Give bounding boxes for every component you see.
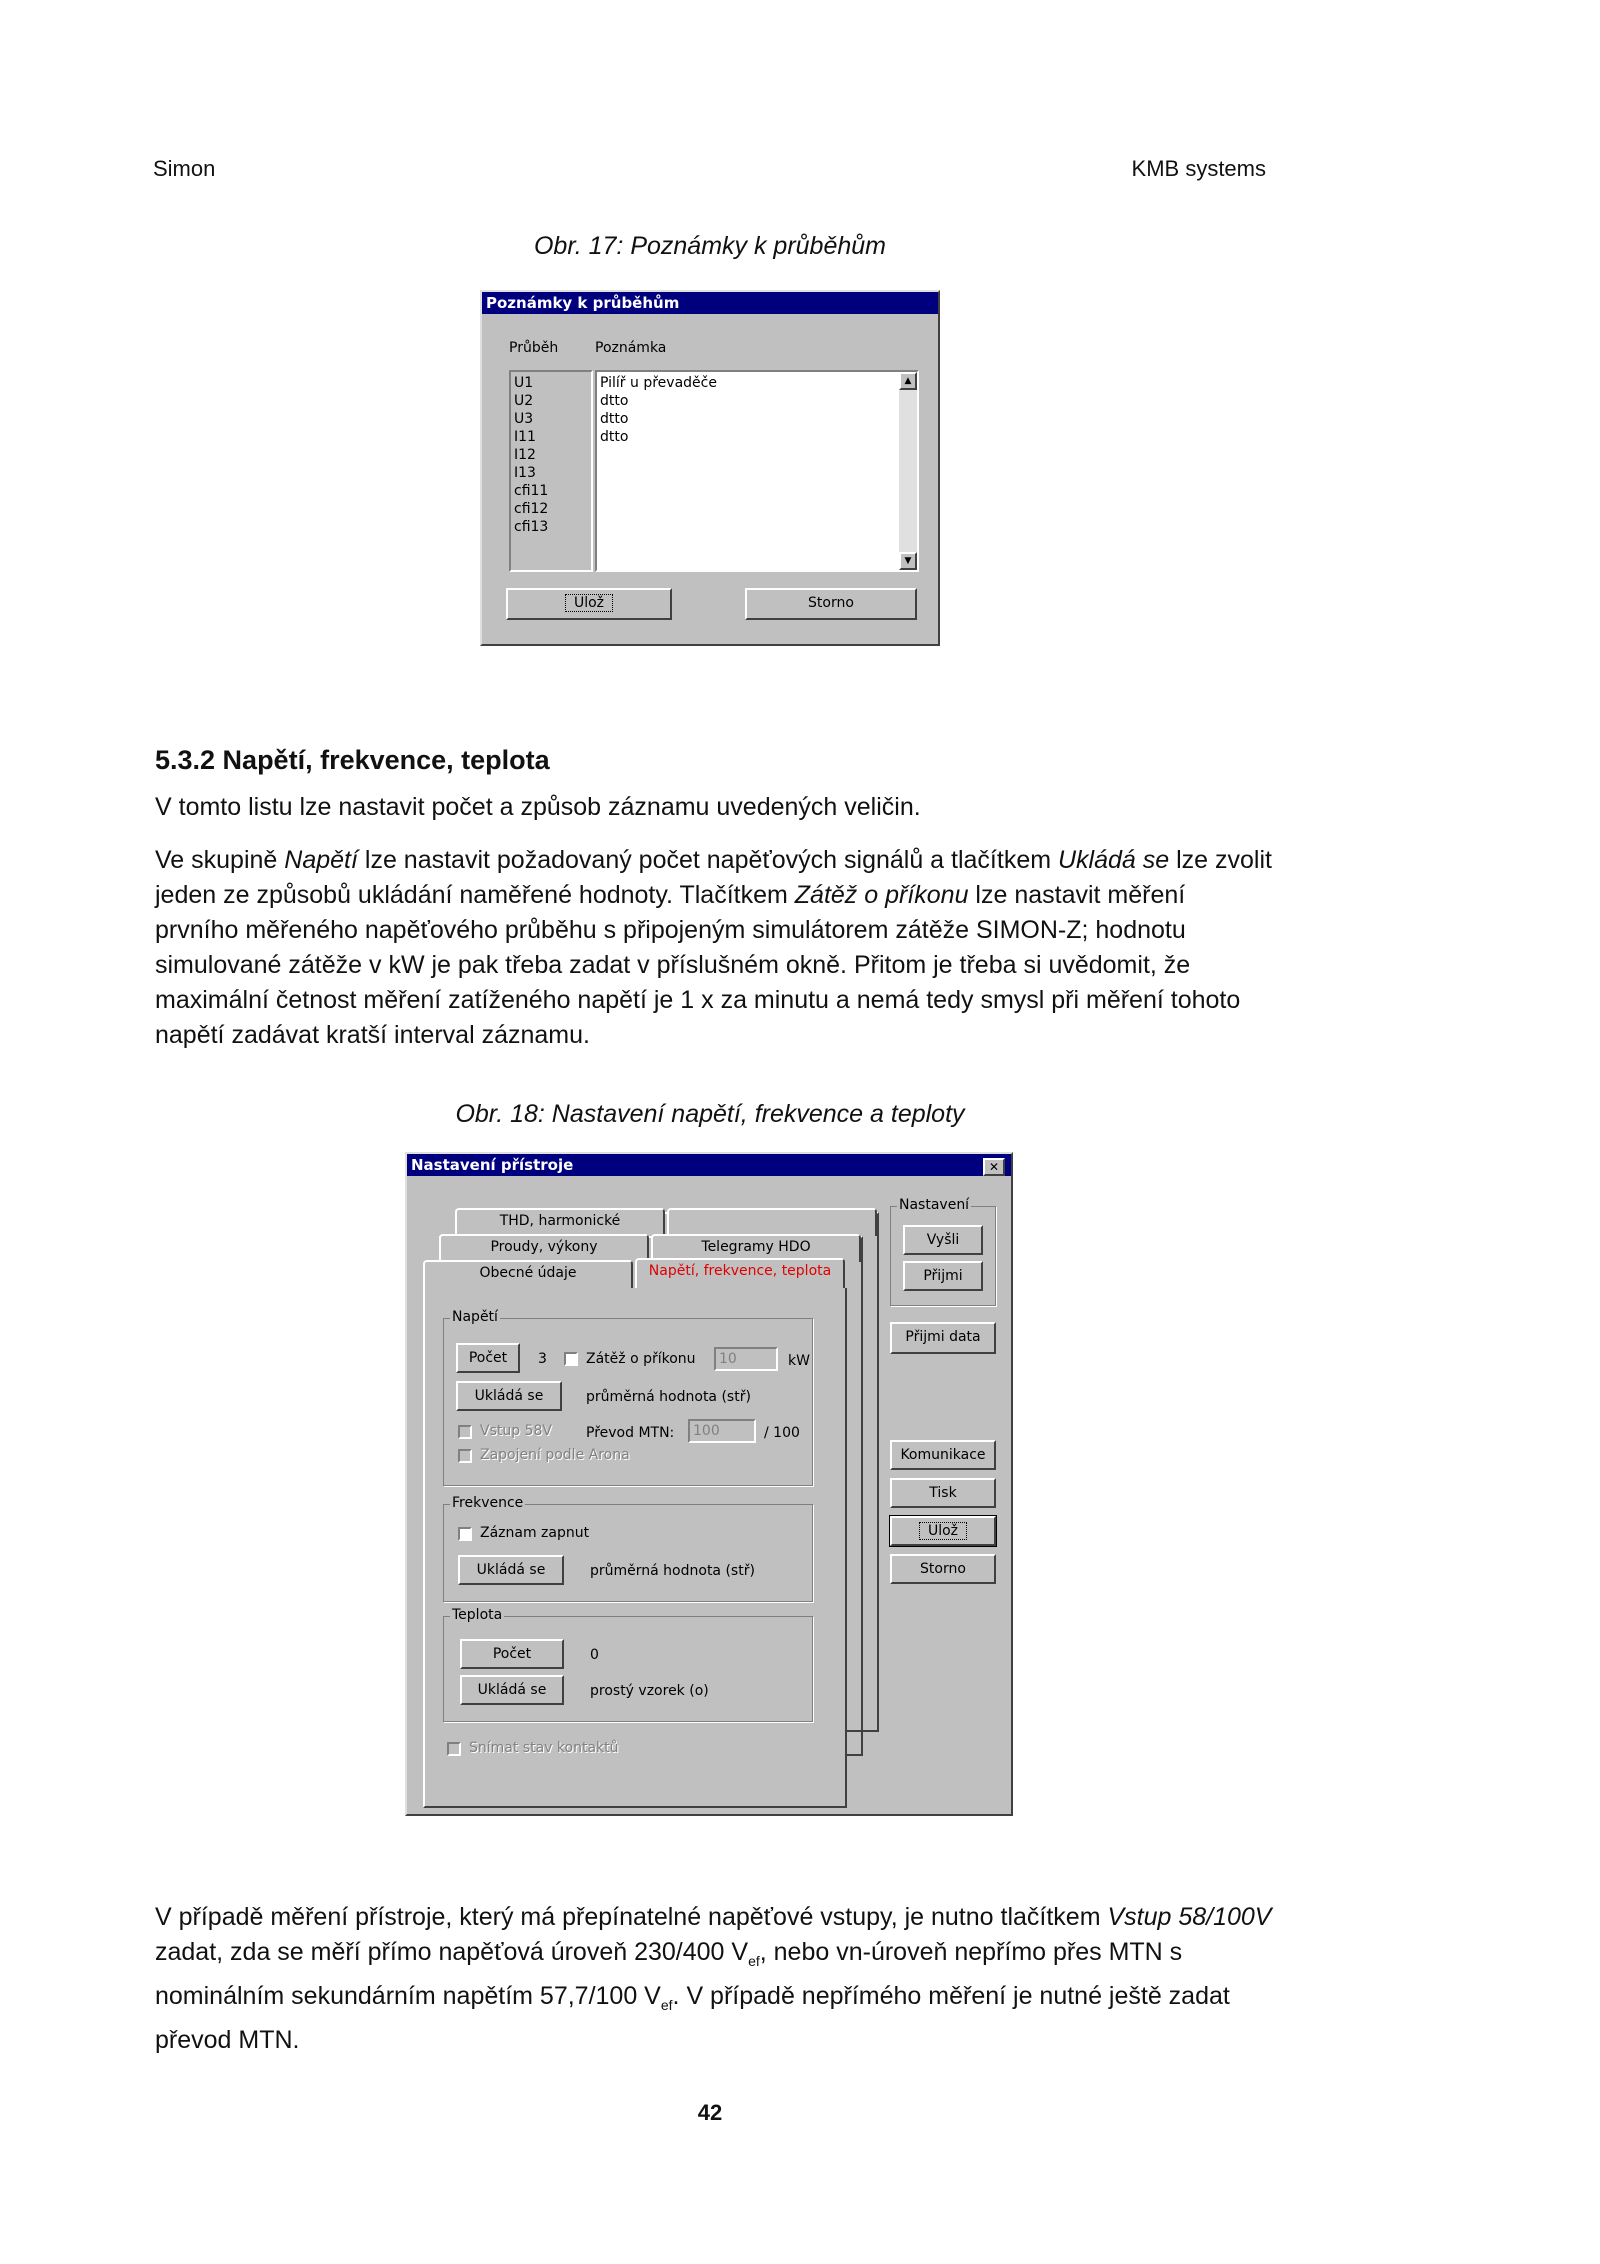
snimat-kontakty-label: Snímat stav kontaktů	[469, 1740, 619, 1756]
page-number: 42	[697, 2100, 723, 2125]
zatez-label: Zátěž o příkonu	[586, 1351, 696, 1367]
scroll-up-arrow-icon[interactable]: ▲	[899, 372, 917, 390]
zatez-checkbox[interactable]	[564, 1352, 578, 1366]
frekvence-group-label: Frekvence	[452, 1495, 524, 1511]
waveform-list[interactable]	[509, 370, 593, 572]
waveform-list-item[interactable]: U1	[514, 375, 534, 391]
prijmi-data-button[interactable]: Přijmi data	[890, 1322, 996, 1354]
napeti-group	[443, 1309, 813, 1486]
frekvence-uklada-button[interactable]: Ukládá se	[458, 1555, 564, 1585]
close-icon[interactable]: ✕	[983, 1158, 1005, 1176]
save-button[interactable]: Ulož	[506, 588, 672, 620]
tab-napeti-frekvence-teplota[interactable]: Napětí, frekvence, teplota	[635, 1258, 845, 1290]
zatez-input[interactable]: 10	[714, 1347, 778, 1371]
uloz-button[interactable]: Ulož	[890, 1516, 996, 1546]
napeti-uklada-value: průměrná hodnota (stř)	[586, 1389, 751, 1405]
teplota-uklada-button[interactable]: Ukládá se	[460, 1675, 564, 1705]
teplota-group-label: Teplota	[452, 1607, 503, 1623]
tab-proudy[interactable]: Proudy, výkony	[439, 1234, 649, 1262]
napeti-pocet-value: 3	[538, 1351, 547, 1367]
note-line: dtto	[600, 429, 629, 445]
note-line: Pilíř u převaděče	[600, 375, 717, 391]
frekvence-uklada-value: průměrná hodnota (stř)	[590, 1563, 755, 1579]
paragraph-3: V případě měření přístroje, který má přepínatelné napěťové vstupy, je nutno tlačítkem Vstup 58/100V zadat, zda se měří přímo napěťová úroveň 230/400 $V_{ef}$, nebo vn-úroveň nepřímo přes MTN s nominálním sekundárním napětím 57,7/100 $V_{ef}$. V případě nepřímého měření je nutné ještě zadat převod MTN.	[155, 1903, 1272, 2054]
waveform-list-item[interactable]: cfi13	[514, 519, 549, 535]
teplota-group	[443, 1607, 813, 1722]
notes-dialog-title: Poznámky k průběhům	[482, 292, 938, 314]
prevod-mtn-input[interactable]: 100	[688, 1419, 756, 1443]
tab-empty[interactable]	[667, 1208, 877, 1236]
section-heading: 5.3.2 Napětí, frekvence, teplota	[155, 745, 550, 775]
napeti-uklada-button[interactable]: Ukládá se	[456, 1381, 562, 1411]
active-tab-page	[423, 1288, 847, 1808]
zapojeni-aron-checkbox[interactable]	[458, 1449, 472, 1463]
vysli-button[interactable]: Vyšli	[903, 1225, 983, 1255]
teplota-pocet-button[interactable]: Počet	[460, 1639, 564, 1669]
tab-obecne[interactable]: Obecné údaje	[423, 1260, 633, 1288]
waveform-list-item[interactable]: I12	[514, 447, 536, 463]
prevod-mtn-unit: / 100	[764, 1425, 800, 1441]
storno-button[interactable]: Storno	[890, 1554, 996, 1584]
column-header-prubeh: Průběh	[509, 340, 559, 356]
prijmi-button[interactable]: Přijmi	[903, 1261, 983, 1291]
zaznam-zapnut-checkbox[interactable]	[458, 1527, 472, 1541]
paragraph-1: V tomto listu lze nastavit počet a způsob záznamu uvedených veličin.	[155, 793, 921, 821]
snimat-kontakty-checkbox[interactable]	[447, 1742, 461, 1756]
waveform-list-item[interactable]: cfi12	[514, 501, 549, 517]
waveform-list-item[interactable]: U3	[514, 411, 534, 427]
tab-thd[interactable]: THD, harmonické	[455, 1208, 665, 1236]
header-left: Simon	[153, 156, 216, 181]
komunikace-button[interactable]: Komunikace	[890, 1440, 996, 1470]
nastaveni-group-label: Nastavení	[899, 1197, 970, 1213]
cancel-button[interactable]: Storno	[745, 588, 917, 620]
frekvence-group	[443, 1495, 813, 1602]
header-right: KMB systems	[1131, 156, 1266, 181]
teplota-uklada-value: prostý vzorek (o)	[590, 1683, 709, 1699]
nastaveni-group	[890, 1197, 996, 1306]
settings-dialog-title: Nastavení přístroje	[407, 1154, 1011, 1176]
notes-textarea[interactable]	[595, 370, 919, 572]
teplota-pocet-value: 0	[590, 1647, 599, 1663]
tisk-button[interactable]: Tisk	[890, 1478, 996, 1508]
vstup-58v-checkbox[interactable]	[458, 1425, 472, 1439]
prevod-mtn-label: Převod MTN:	[586, 1425, 675, 1441]
waveform-list-item[interactable]: I11	[514, 429, 536, 445]
column-header-poznamka: Poznámka	[595, 340, 667, 356]
notes-dialog	[480, 290, 940, 646]
waveform-list-item[interactable]: I13	[514, 465, 536, 481]
notes-scrollbar[interactable]	[899, 372, 917, 570]
zaznam-zapnut-label: Záznam zapnut	[480, 1525, 590, 1541]
figure-18-caption: Obr. 18: Nastavení napětí, frekvence a teploty	[455, 1100, 965, 1128]
tab-telegramy[interactable]: Telegramy HDO	[651, 1234, 861, 1262]
zapojeni-aron-label: Zapojení podle Arona	[480, 1447, 630, 1463]
napeti-group-label: Napětí	[452, 1309, 498, 1325]
paragraph-2: Ve skupině Napětí lze nastavit požadovaný počet napěťových signálů a tlačítkem Ukládá se lze zvolit jeden ze způsobů ukládání naměřené hodnoty. Tlačítkem Zátěž o příkonu lze nastavit měření prvního měřeného napěťového průběhu s připojeným simulátorem zátěže SIMON-Z; hodnotu simulované zátěže v kW je pak třeba zadat v příslušném okně. Přitom je třeba si uvědomit, že maximální četnost měření zatíženého napětí je 1 x za minutu a nemá tedy smysl při měření tohoto napětí zadávat kratší interval záznamu.	[155, 846, 1272, 1049]
waveform-list-item[interactable]: cfi11	[514, 483, 549, 499]
vstup-58v-label: Vstup 58V	[480, 1423, 552, 1439]
note-line: dtto	[600, 393, 629, 409]
note-line: dtto	[600, 411, 629, 427]
waveform-list-item[interactable]: U2	[514, 393, 534, 409]
section-body	[155, 790, 1275, 1071]
napeti-pocet-button[interactable]: Počet	[456, 1343, 520, 1373]
zatez-unit: kW	[788, 1353, 810, 1369]
device-settings-dialog	[405, 1152, 1013, 1816]
figure-17-caption: Obr. 17: Poznámky k průběhům	[533, 232, 886, 260]
scroll-down-arrow-icon[interactable]: ▼	[899, 552, 917, 570]
